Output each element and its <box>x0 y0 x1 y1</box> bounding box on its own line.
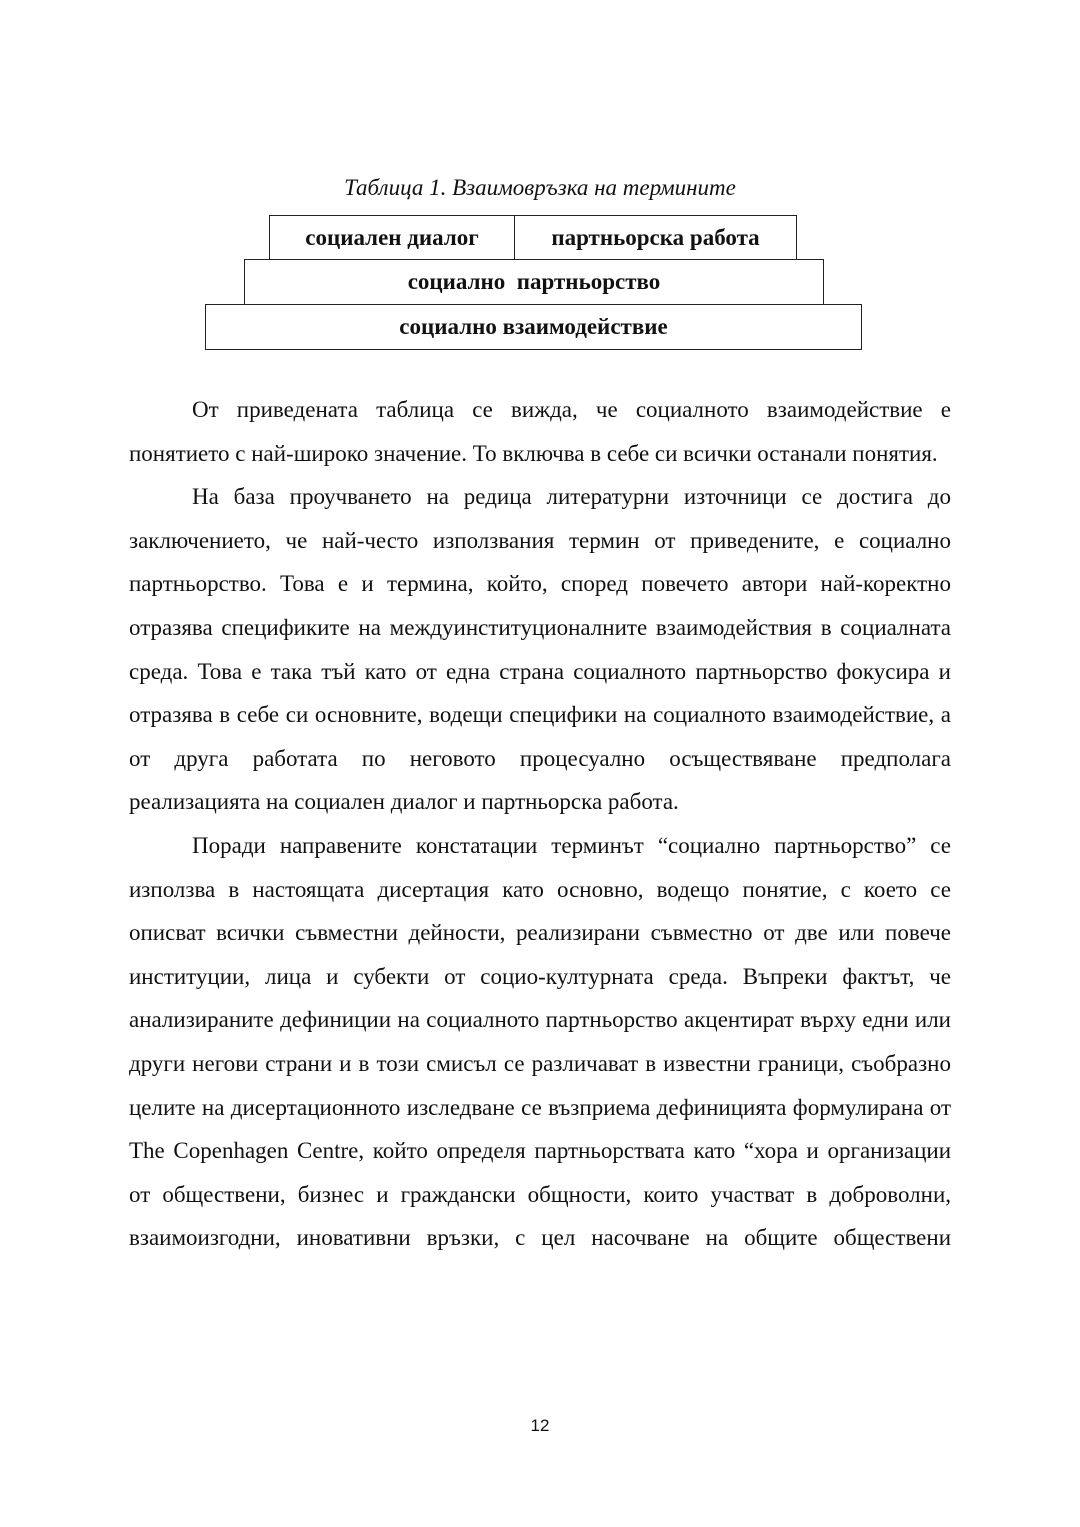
cell-social-partnership: социално партньорство <box>244 259 824 305</box>
cell-social-dialogue: социален диалог <box>269 215 515 260</box>
cell-partnership-work: партньорска работа <box>514 215 797 260</box>
paragraph-3: Поради направените констатации терминът “социално партньорство” се използва в настоящата дисертация като основно, водещо понятие, с което се описват всички съвместни дейности, реализирани съвместно от две или повече институции, лица и субекти от социо-културната среда. Въпреки фактът, че анализираните дефиниции на социалното партньорство акцентират върху едни или други негови страни и в този смисъл се различават в известни граници, съобразно целите на дисертационното изследване се възприема дефиницията формулирана от The Copenhagen Centre, който определя партньорствата като “хора и организации от обществени, бизнес и граждански общности, които участват в доброволни, взаимоизгодни, иновативни връзки, с цел насочване на общите обществени <box>129 832 951 1251</box>
table-caption: Таблица 1. Взаимовръзка на термините <box>344 175 736 200</box>
paragraph-1: От приведената таблица се вижда, че социалното взаимодействие е понятието с най-широко значение. То включва в себе си всички останали понятия. <box>129 397 951 466</box>
body-text <box>129 388 951 1260</box>
cell-social-interaction: социално взаимодействие <box>205 304 862 350</box>
table-row-top <box>269 215 797 260</box>
page-number: 12 <box>530 1416 550 1435</box>
paragraph-2: На база проучването на редица литературни източници се достига до заключението, че най-често използвания термин от приведените, е социално партньорство. Това е и термина, който, според повечето автори най-коректно отразява спецификите на междуинституционалните взаимодействия в социалната среда. Това е така тъй като от една страна социалното партньорство фокусира и отразява в себе си основните, водещи специфики на социалното взаимодействие, а от друга работата по неговото процесуално осъществяване предполага реализацията на социален диалог и партньорска работа. <box>129 484 951 815</box>
